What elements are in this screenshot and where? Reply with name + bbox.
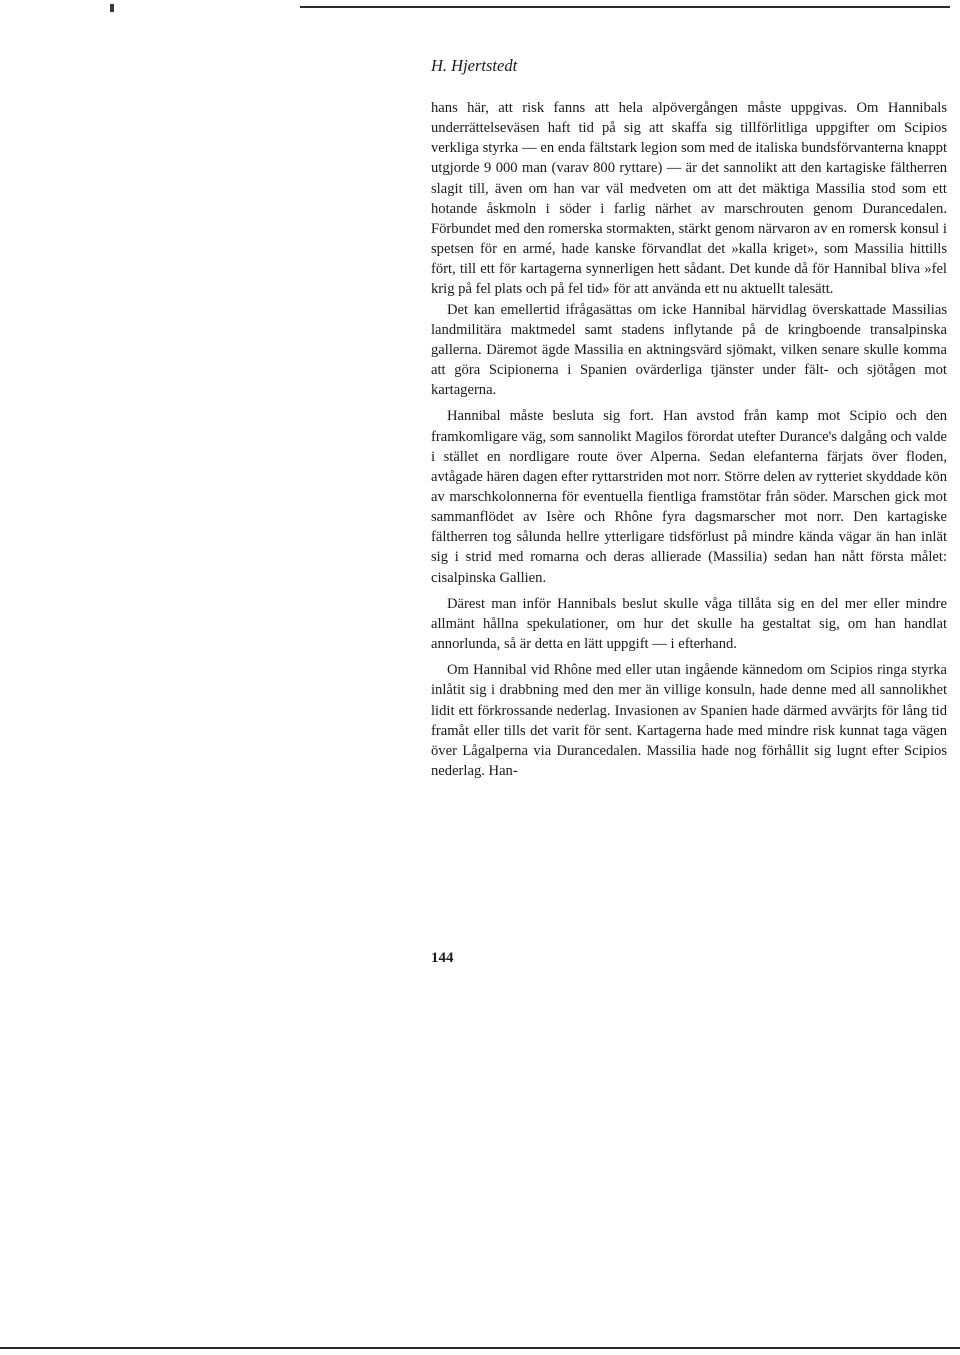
scan-top-edge xyxy=(300,6,950,8)
paragraph-2: Det kan emellertid ifrågasättas om icke Hannibal härvidlag överskattade Massilias landmilitära maktmedel samt stadens inflytande på de kringboende transalpinska gallerna. Däremot ägde Massilia en aktningsvärd sjömakt, vilken senare skulle komma att göra Scipionerna i Spanien ovärderliga tjänster under fält- och sjötågen mot kartagerna. xyxy=(431,301,947,399)
page-number: 144 xyxy=(431,950,454,966)
paragraph-3: Hannibal måste besluta sig fort. Han avstod från kamp mot Scipio och den framkomligare väg, som sannolikt Magilos förordat utefter Durance's dalgång och valde i stället en nordligare route över Alperna. Sedan elefanterna färjats över floden, avtågade hären dagen efter ryttarstriden mot norr. Större delen av rytteriet skyddade kön av marschkolonnerna för eventuella fientliga framstötar från söder. Marschen gick mot sammanflödet av Isère och Rhône fyra dagsmarscher mot norr. Den kartagiske fältherren tog sålunda hellre ytterligare tidsförlust på mindre kända vägar än han inlät sig i strid med romarna och deras allierade (Massilia) sedan han nått första målet: cisalpinska Gallien. xyxy=(431,408,947,586)
scan-artifact-mark xyxy=(110,4,114,12)
body-text xyxy=(431,98,947,781)
paragraph-1: hans här, att risk fanns att hela alpövergången måste uppgivas. Om Hannibals underrättelseväsen haft tid på sig att skaffa sig tillförlitliga uppgifter om Scipios verkliga styrka — en enda fältstark legion som med de italiska bundsförvanterna knappt utgjorde 9 000 man (varav 800 ryttare) — är det sannolikt att den kartagiske fältherren slagit till, även om han var väl medveten om att det mäktiga Massilia stod som ett hotande åskmoln i söder i farlig närhet av marschrouten genom Durancedalen. Förbundet med den romerska stormakten, stärkt genom närvaron av en romersk konsul i spetsen för en armé, hade kanske förvandlat det »kalla kriget», som Massilia hittills fört, till ett för kartagerna synnerligen hett sådant. Det kunde då för Hannibal bliva »fel krig på fel plats och på fel tid» för att använda ett nu aktuellt talesätt. xyxy=(431,100,947,298)
scan-bottom-edge xyxy=(0,1347,960,1349)
book-page xyxy=(431,54,947,781)
running-head: H. Hjertstedt xyxy=(431,56,518,75)
paragraph-5: Om Hannibal vid Rhône med eller utan ingående kännedom om Scipios ringa styrka inlåtit sig i drabbning med den mer än villige konsuln, hade denne med all sannolikhet lidit ett förkrossande nederlag. Invasionen av Spanien hade därmed avvärjts för lång tid framåt eller tills det varit för sent. Kartagerna hade med mindre risk kunnat taga vägen över Lågalperna via Durancedalen. Massilia hade nog förhållit sig lugnt efter Scipios nederlag. Han- xyxy=(431,662,947,779)
paragraph-4: Därest man inför Hannibals beslut skulle våga tillåta sig en del mer eller mindre allmänt hållna spekulationer, om hur det skulle ha gestaltat sig, om han handlat annorlunda, så är detta en lätt uppgift — i efterhand. xyxy=(431,595,947,653)
